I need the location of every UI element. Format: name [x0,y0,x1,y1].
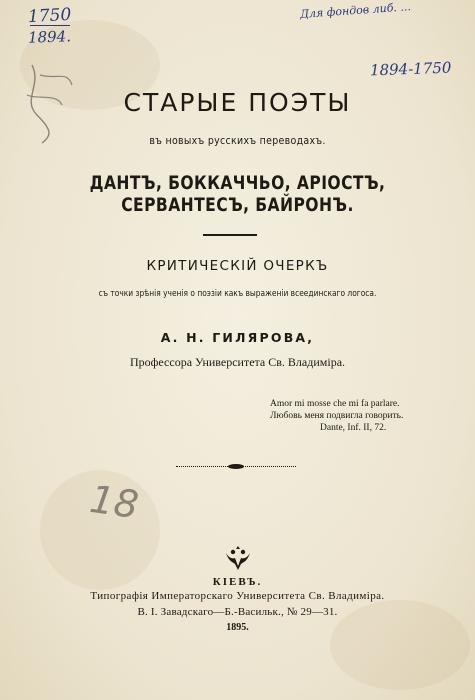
handwritten-inscription: Для фондов либ. ... [299,0,412,21]
epigraph-line-italian: Amor mi mosse che mi fa parlare. [270,399,400,409]
imprint-year: 1895. [226,622,249,633]
divider-rule [203,234,257,236]
epigraph-source: Dante, Inf. II, 72. [320,423,387,433]
handwritten-number-top: 1750 [27,4,72,28]
double-headed-eagle-icon [223,544,253,572]
imprint-address: В. I. Завадскаго—Б.-Васильк., № 29—31. [137,606,338,618]
poets-heading: ДАНТЪ, БОККАЧЧЬО, АРIОСТЪ, СЕРВАНТЕСЪ, БАЙРОНЪ. [89,172,386,216]
author-name: А. Н. ГИЛЯРОВА, [160,330,315,345]
handwritten-number-second: 1894. [27,27,72,47]
handwritten-range: 1894-1750 [369,58,452,80]
imprint-printer: Типографiя Императорскаго Университета Св. Владимiра. [90,590,385,602]
author-title: Профессора Университета Св. Владимiра. [129,355,346,369]
essay-subtitle: КРИТИЧЕСКIЙ ОЧЕРКЪ [146,258,329,274]
pencil-margin-mark: 18 [87,476,142,528]
epigraph [270,398,450,434]
essay-subtitle-detail: съ точки зрѣнiя ученiя о поэзiи какъ выраженiи всеединскаго логоса. [98,289,377,299]
imprint-city: КIЕВЪ. [212,576,263,588]
title-subheading: въ новыхъ русскихъ переводахъ. [149,135,326,147]
ornamental-rule-center [228,464,244,469]
handwritten-underline [30,25,70,26]
epigraph-line-russian: Любовь меня подвигла говорить. [270,411,404,421]
page-title: СТАРЫЕ ПОЭТЫ [123,88,352,117]
